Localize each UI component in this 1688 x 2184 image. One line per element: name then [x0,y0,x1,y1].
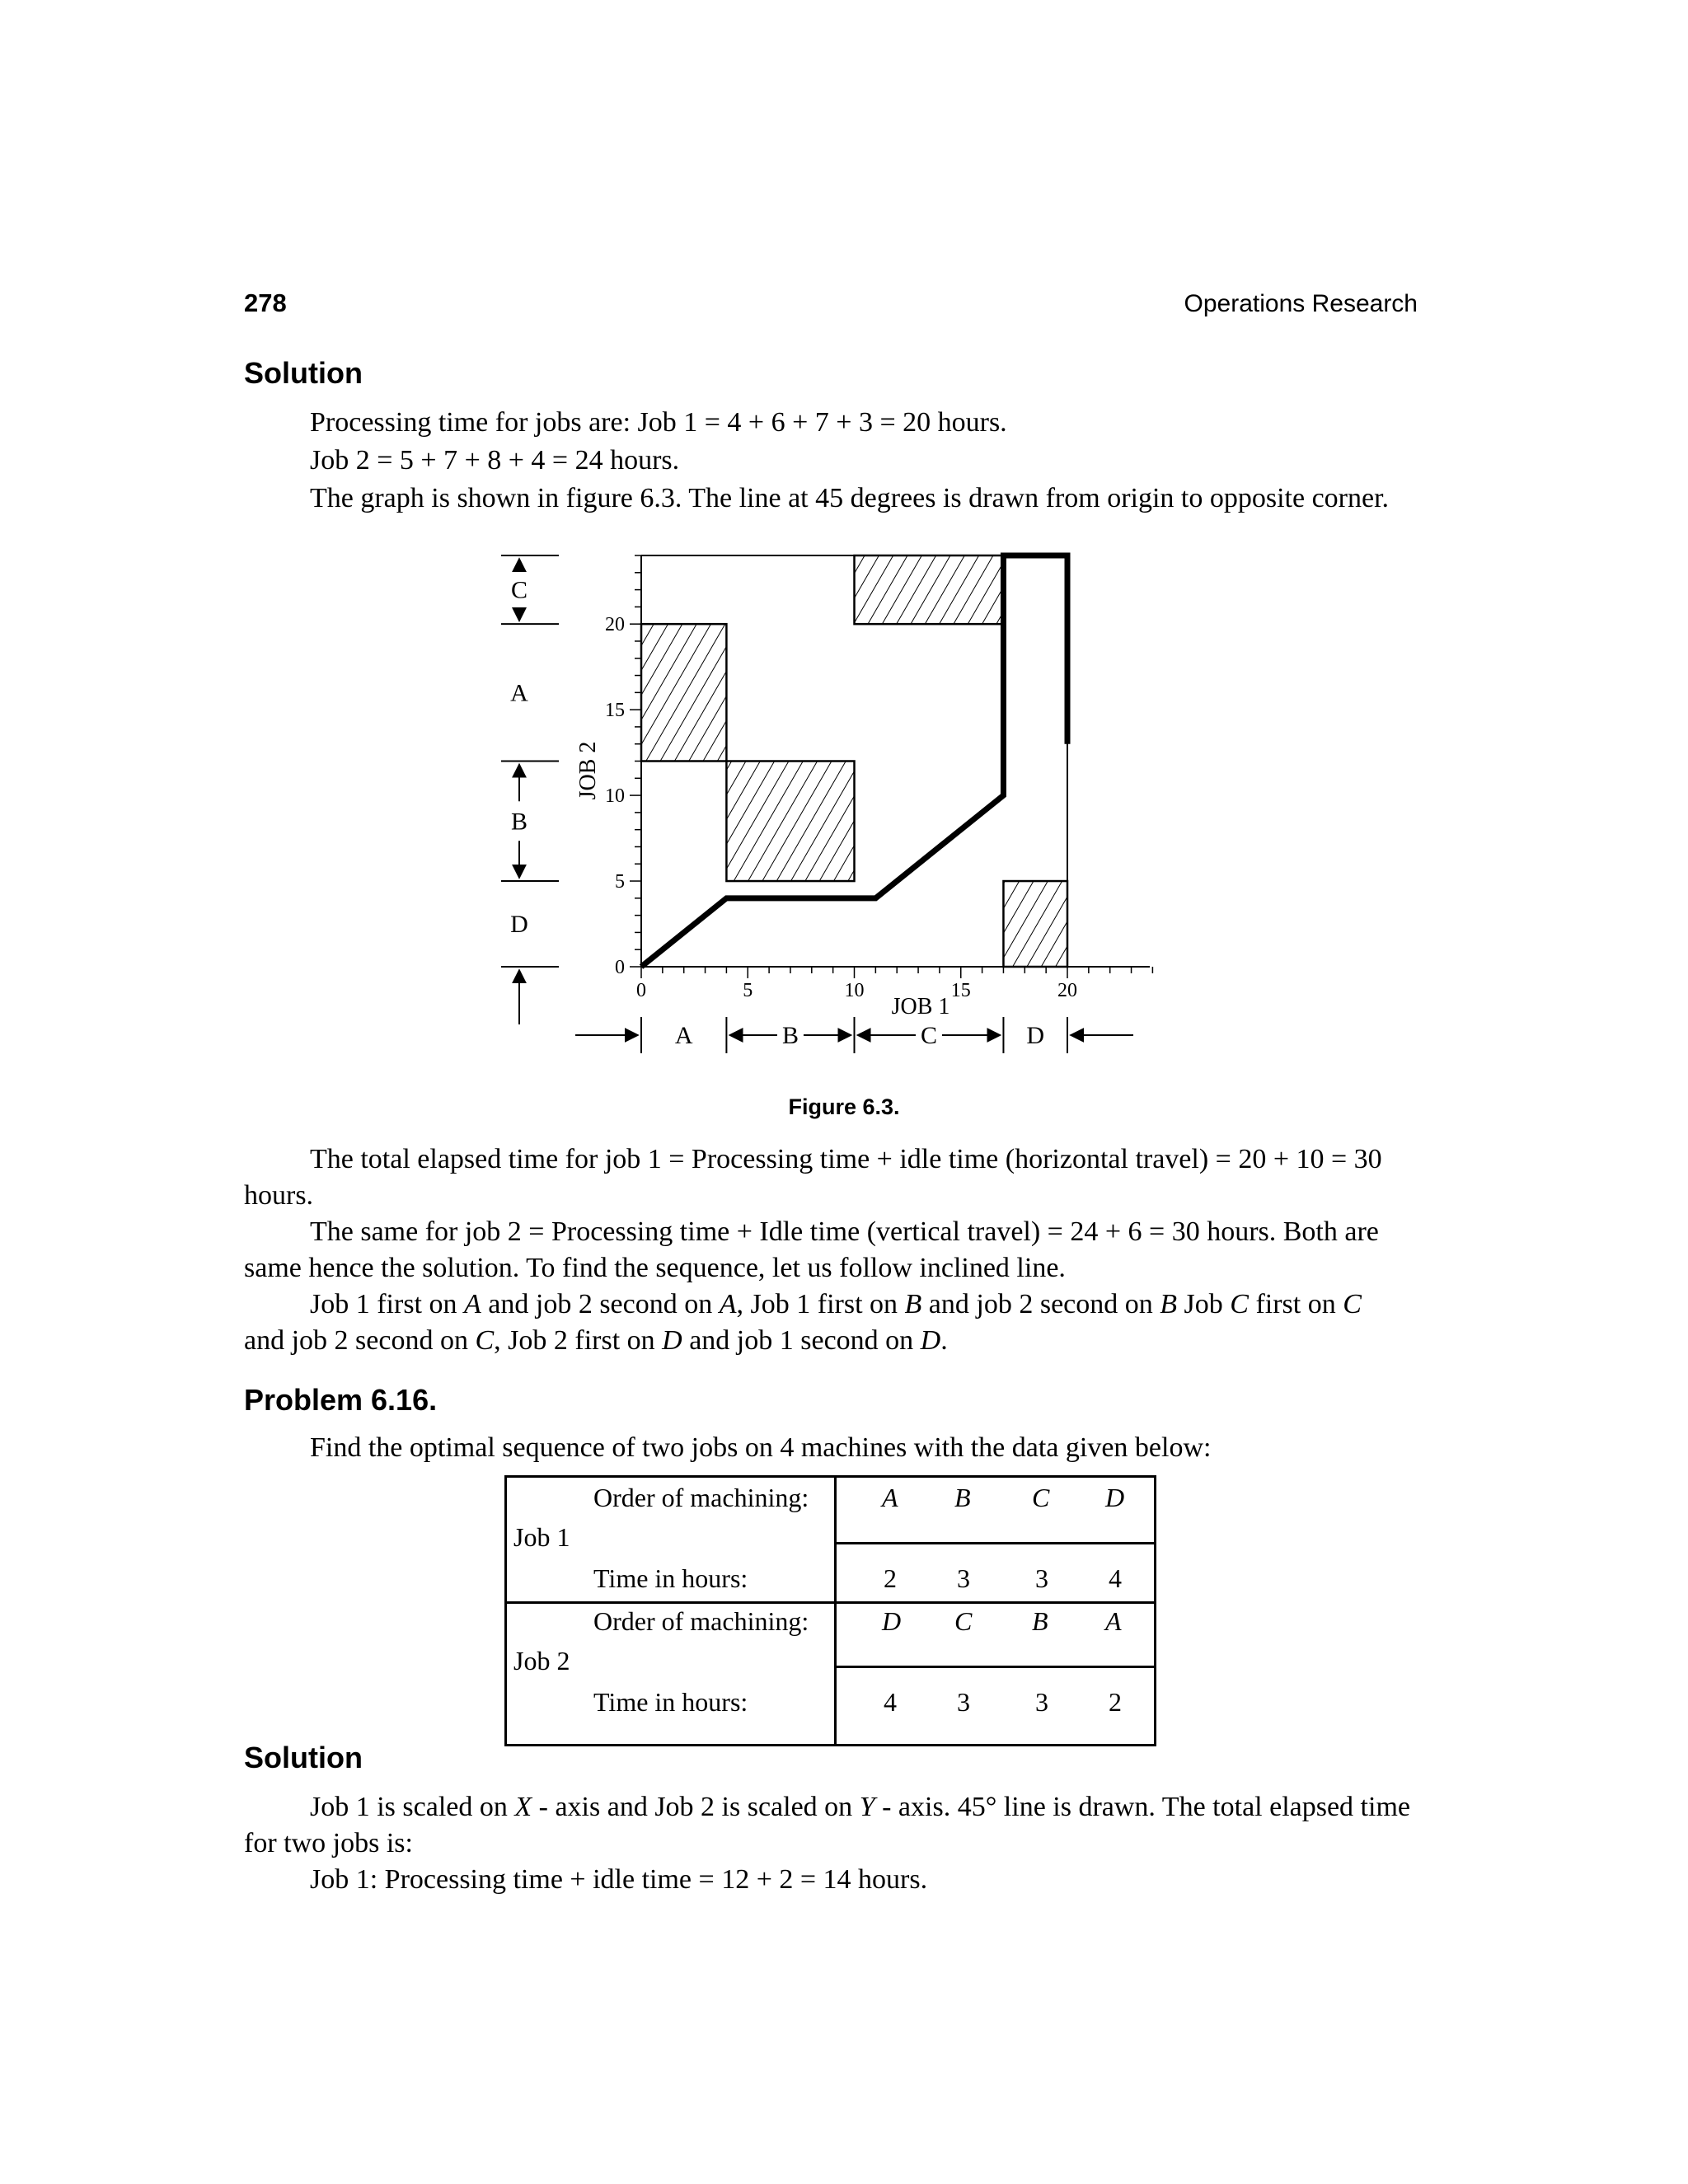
conflict-region-d [1003,881,1067,967]
job1-order-4: D [1105,1483,1125,1512]
conflict-region-b [726,762,854,882]
x-machine-label-b: B [781,1022,799,1049]
y-machine-label-c: C [510,576,528,604]
explanation-p1-line2: hours. [244,1180,314,1211]
page-number: 278 [244,288,287,317]
explanation-p3-line1: Job 1 first on A and job 2 second on A, Job 1 first on B and job 2 second on B Job C first on C [310,1289,1362,1319]
job2-time-1: 4 [884,1687,897,1717]
job1-time-label: Time in hours: [593,1563,748,1593]
figure-caption: Figure 6.3. [788,1094,900,1119]
x-tick-label: 0 [636,980,646,1001]
job1-time-2: 3 [957,1563,970,1593]
x-tick-label: 20 [1057,980,1077,1001]
problem-statement: Find the optimal sequence of two jobs on 4 machines with the data given below: [310,1432,1212,1463]
x-machine-label-a: A [674,1022,693,1049]
job2-time-label: Time in hours: [593,1687,748,1717]
y-machine-label-b: B [510,808,528,836]
solution2-line-1: Job 1 is scaled on X - axis and Job 2 is scaled on Y - axis. 45° line is drawn. The total elapsed time [310,1792,1410,1822]
x-machine-label-c: C [920,1022,937,1049]
solution-line-2: Job 2 = 5 + 7 + 8 + 4 = 24 hours. [310,445,680,476]
y-tick-label: 20 [605,614,625,636]
job2-time-2: 3 [957,1687,970,1717]
processing-table [504,1475,1156,1746]
explanation-p3-line2: and job 2 second on C, Job 2 first on D and job 1 second on D. [244,1325,948,1356]
job2-time-3: 3 [1035,1687,1048,1717]
job1-order-3: C [1032,1483,1050,1512]
job2-order-1: D [882,1606,902,1636]
job2-time-4: 2 [1109,1687,1122,1717]
x-tick-label: 15 [950,980,971,1001]
job1-label: Job 1 [513,1522,570,1552]
job2-order-3: B [1032,1606,1048,1636]
y-machine-label-a: A [510,679,528,707]
x-tick-label: 10 [844,980,865,1001]
table-divider-job2-inner [834,1666,1154,1668]
job1-order-2: B [954,1483,971,1512]
table-divider-vertical [834,1478,837,1744]
y-tick-label: 5 [615,871,625,893]
explanation-p2-line2: same hence the solution. To find the sequence, let us follow inclined line. [244,1253,1066,1283]
y-tick-label: 15 [605,700,625,722]
y-machine-label-d: D [510,911,528,939]
job2-order-4: A [1105,1606,1122,1636]
solution2-heading: Solution [244,1741,363,1774]
y-tick-label: 10 [605,785,625,808]
problem-heading: Problem 6.16. [244,1383,438,1417]
x-axis-label: JOB 1 [891,994,950,1019]
solution-heading: Solution [244,356,363,390]
running-title: Operations Research [1184,290,1418,317]
job2-order-2: C [954,1606,973,1636]
y-tick-label: 0 [615,957,625,978]
job1-order-1: A [882,1483,898,1512]
solution2-line-2: for two jobs is: [244,1828,413,1858]
conflict-region-c [855,555,1004,624]
solution-line-1: Processing time for jobs are: Job 1 = 4 + 6 + 7 + 3 = 20 hours. [310,407,1007,438]
conflict-region-a [641,624,726,761]
job2-order-label: Order of machining: [593,1606,809,1636]
x-machine-label-d: D [1026,1022,1045,1049]
explanation-p1-line1: The total elapsed time for job 1 = Processing time + idle time (horizontal travel) = 20 + 10 = 30 [310,1144,1382,1174]
table-divider-jobs [507,1601,1154,1604]
solution2-line-3: Job 1: Processing time + idle time = 12 + 2 = 14 hours. [310,1864,928,1895]
y-axis-label: JOB 2 [575,741,601,800]
job2-label: Job 2 [513,1646,570,1675]
explanation-p2-line1: The same for job 2 = Processing time + Idle time (vertical travel) = 24 + 6 = 30 hours. Both are [310,1216,1379,1247]
table-divider-job1-inner [834,1542,1154,1544]
job1-order-label: Order of machining: [593,1483,809,1512]
solution-line-3: The graph is shown in figure 6.3. The line at 45 degrees is drawn from origin to opposite corner. [310,483,1390,513]
x-tick-label: 5 [743,980,753,1001]
job1-time-4: 4 [1109,1563,1122,1593]
job1-time-1: 2 [884,1563,897,1593]
job1-time-3: 3 [1035,1563,1048,1593]
